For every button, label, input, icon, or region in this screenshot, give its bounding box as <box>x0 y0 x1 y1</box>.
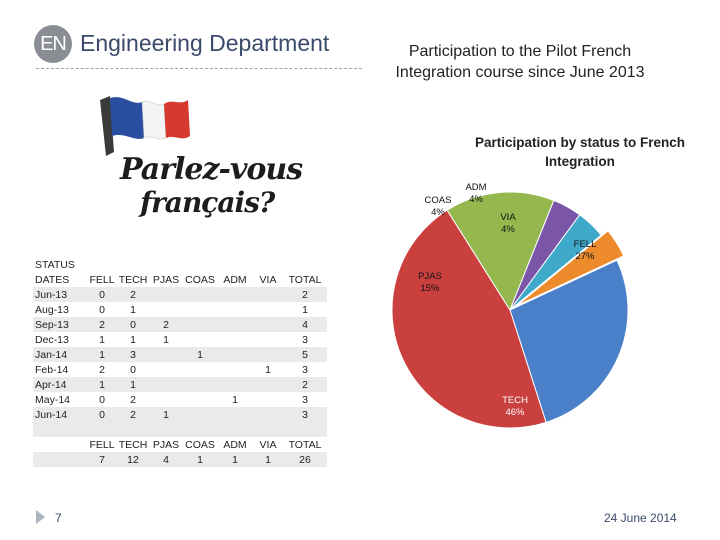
table-cell: PJAS <box>152 273 180 286</box>
table-cell: TOTAL <box>288 438 322 451</box>
row-label: Feb-14 <box>35 363 69 376</box>
footer-arrow-icon <box>36 510 45 524</box>
row-label: May-14 <box>35 393 71 406</box>
row-label: STATUS <box>35 258 75 271</box>
table-row <box>33 377 327 392</box>
table-cell: 1 <box>87 347 117 362</box>
table-cell: COAS <box>185 438 215 451</box>
table-cell <box>183 287 217 302</box>
table-cell: 1 <box>130 333 136 346</box>
row-label <box>33 437 87 452</box>
table-row <box>33 287 327 302</box>
table-row <box>33 407 327 422</box>
table-cell <box>183 257 217 272</box>
table-cell <box>149 257 183 272</box>
table-cell: VIA <box>259 438 277 451</box>
table-cell <box>283 257 327 272</box>
table-cell: 1 <box>183 452 217 467</box>
table-cell: 1 <box>163 333 169 346</box>
footer-date: 24 June 2014 <box>604 511 677 525</box>
table-cell: 1 <box>253 452 283 467</box>
pie-chart <box>380 120 700 440</box>
table-cell: COAS <box>185 273 215 286</box>
table-cell <box>253 347 283 362</box>
table-cell <box>183 332 217 347</box>
table-cell <box>149 377 183 392</box>
table-cell <box>217 407 253 422</box>
table-cell: 26 <box>283 452 327 467</box>
table-cell: 2 <box>117 287 149 302</box>
table-cell <box>149 302 183 317</box>
table-cell <box>87 257 117 272</box>
table-cell: 5 <box>283 347 327 362</box>
totals-header-row <box>33 437 327 452</box>
table-cell: 0 <box>117 317 149 332</box>
header-divider <box>36 68 362 69</box>
table-cell: 0 <box>99 303 105 316</box>
slide-title-line1: Participation to the Pilot French <box>408 43 632 60</box>
table-cell: 1 <box>99 333 105 346</box>
table-cell <box>117 422 149 437</box>
row-label: Aug-13 <box>35 303 69 316</box>
pie-value-coas: 4% <box>431 207 445 218</box>
table-cell: 2 <box>149 317 183 332</box>
row-label <box>33 452 87 467</box>
slogan-line2: français? <box>140 186 275 219</box>
pie-value-pjas: 15% <box>420 283 440 294</box>
table-cell: 1 <box>183 347 217 362</box>
table-cell <box>183 377 217 392</box>
pie-label-fell: FELL <box>573 239 597 250</box>
logo-text: Engineering Department <box>80 30 330 56</box>
table-cell <box>217 332 253 347</box>
table-cell <box>117 257 149 272</box>
table-cell: 12 <box>117 452 149 467</box>
slide-title <box>370 41 670 83</box>
table-cell <box>183 317 217 332</box>
table-cell: 2 <box>117 407 149 422</box>
table-cell <box>283 422 327 437</box>
logo-mark: EN <box>34 25 72 63</box>
table-cell: ADM <box>223 438 247 451</box>
table-cell: 2 <box>130 393 136 406</box>
table-row <box>33 302 327 317</box>
table-cell <box>253 407 283 422</box>
table-cell <box>253 332 283 347</box>
table-cell: PJAS <box>152 438 180 451</box>
participation-table <box>33 257 327 467</box>
table-cell <box>217 317 253 332</box>
table-cell: 1 <box>149 407 183 422</box>
table-cell: TECH <box>118 273 148 286</box>
table-cell <box>217 347 253 362</box>
row-label: Apr-14 <box>33 377 87 392</box>
row-label <box>33 422 87 437</box>
table-cell <box>253 257 283 272</box>
table-cell: 1 <box>87 377 117 392</box>
table-cell: 2 <box>87 317 117 332</box>
row-label: Jun-14 <box>33 407 87 422</box>
table-cell <box>217 377 253 392</box>
chart-title-line2: Integration <box>545 154 615 169</box>
table-cell <box>253 392 283 407</box>
table-cell: 0 <box>87 287 117 302</box>
pie-label-coas: COAS <box>424 195 452 206</box>
table-cell: 2 <box>283 377 327 392</box>
table-cell: 0 <box>99 393 105 406</box>
table-cell: ADM <box>223 273 247 286</box>
table-cell <box>183 302 217 317</box>
table-cell: 1 <box>130 303 136 316</box>
slogan-line1: Parlez-vous <box>120 152 303 187</box>
pie-label-adm: ADM <box>465 182 487 193</box>
table-cell <box>183 407 217 422</box>
row-label: Sep-13 <box>33 317 87 332</box>
table-cell <box>217 362 253 377</box>
row-label: DATES <box>35 273 70 286</box>
table-cell <box>87 422 117 437</box>
pie-label-tech: TECH <box>502 395 528 406</box>
pie-label-pjas: PJAS <box>418 271 442 282</box>
row-label: Dec-13 <box>35 333 69 346</box>
table-cell <box>253 317 283 332</box>
table-cell: TECH <box>118 438 148 451</box>
table-cell <box>217 287 253 302</box>
table-cell <box>149 287 183 302</box>
table-cell: 4 <box>283 317 327 332</box>
header-row <box>33 272 327 287</box>
row-label: Jun-13 <box>33 287 87 302</box>
chart-title-line1: Participation by status to French <box>474 135 686 150</box>
table-row <box>33 332 327 347</box>
page-number: 7 <box>55 511 62 525</box>
table-cell: 0 <box>130 363 136 376</box>
table-cell: 3 <box>302 333 308 346</box>
table-cell <box>149 392 183 407</box>
table-cell <box>149 347 183 362</box>
table-cell: FELL <box>89 438 115 451</box>
slide-title-line2: Integration course since June 2013 <box>395 64 645 81</box>
table-row <box>33 392 327 407</box>
table-cell: 7 <box>87 452 117 467</box>
table-cell: 1 <box>265 363 271 376</box>
pie-value-via: 4% <box>501 224 515 235</box>
table-cell: FELL <box>89 273 115 286</box>
table-cell <box>253 377 283 392</box>
table-cell: 1 <box>217 452 253 467</box>
table-cell <box>149 422 183 437</box>
table-cell: TOTAL <box>288 273 322 286</box>
table-cell: 1 <box>232 393 238 406</box>
table-cell <box>183 392 217 407</box>
table-cell: 2 <box>283 287 327 302</box>
table-cell: 3 <box>302 363 308 376</box>
totals-row <box>33 452 327 467</box>
pie-value-tech: 46% <box>505 407 525 418</box>
row-label: Jan-14 <box>33 347 87 362</box>
table-cell <box>149 362 183 377</box>
table-cell: 3 <box>117 347 149 362</box>
table-cell <box>183 422 217 437</box>
table-cell: 1 <box>302 303 308 316</box>
table-cell <box>253 302 283 317</box>
table-cell: 0 <box>87 407 117 422</box>
pie-value-adm: 4% <box>469 194 483 205</box>
table-row <box>33 317 327 332</box>
pie-label-via: VIA <box>500 212 516 223</box>
table-cell <box>217 302 253 317</box>
table-cell: VIA <box>259 273 277 286</box>
table-cell: 3 <box>283 407 327 422</box>
table-cell: 2 <box>99 363 105 376</box>
spacer-row <box>33 422 327 437</box>
table-cell <box>183 362 217 377</box>
table-row <box>33 347 327 362</box>
table-cell <box>253 287 283 302</box>
table-cell <box>253 422 283 437</box>
table-cell: 1 <box>117 377 149 392</box>
table-cell: 4 <box>149 452 183 467</box>
table-cell <box>217 422 253 437</box>
pie-value-fell: 27% <box>575 251 595 262</box>
status-label-row <box>33 257 327 272</box>
table-cell <box>217 257 253 272</box>
table-row <box>33 362 327 377</box>
table-cell: 3 <box>302 393 308 406</box>
